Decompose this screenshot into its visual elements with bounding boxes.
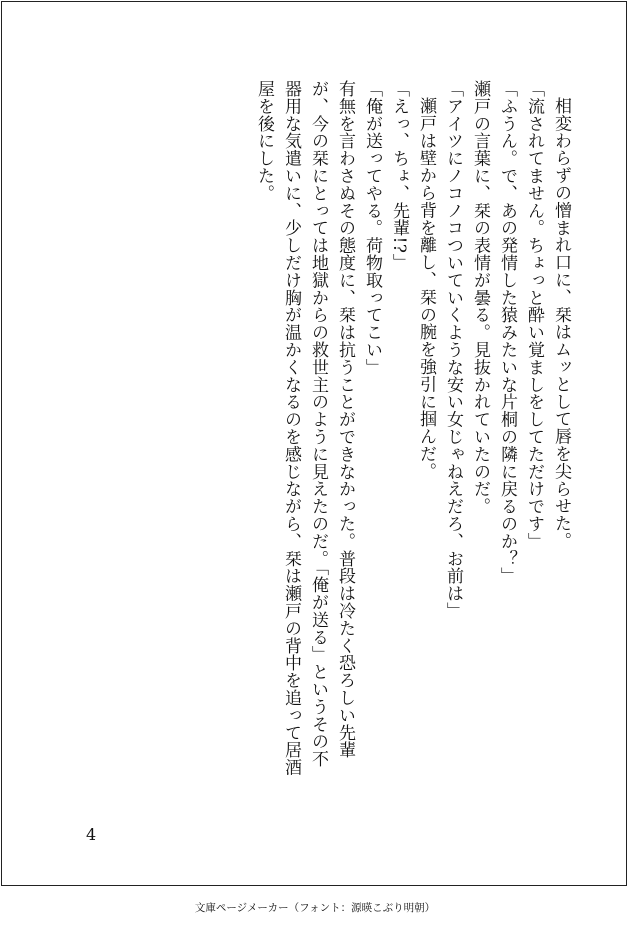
body-text: [154, 80, 574, 780]
footer-credit: 文庫ページメーカー（フォント：源暎こぶり明朝）: [194, 902, 436, 914]
paragraph: 瀬戸は壁から背を離し、栞の腕を強引に掴んだ。: [416, 97, 436, 480]
paragraph: 瀬戸の言葉に、栞の表情が曇る。見抜かれていたのだ。: [470, 80, 490, 515]
page-number: 4: [86, 825, 97, 844]
dialogue-line: 「流されてません。ちょっと酔い覚ましをしてただけです」: [524, 80, 544, 550]
dialogue-line: 「えっ、ちょ、先輩!?」: [389, 80, 409, 271]
dialogue-line: 「ふうん。で、あの発情した猿みたいな片桐の隣に戻るのか？」: [497, 80, 517, 585]
page-frame: [1, 1, 627, 886]
paragraph: 相変わらずの憎まれ口に、栞はムッとして唇を尖らせた。: [551, 97, 571, 550]
dialogue-line: 「俺が送ってやる。荷物取ってこい」: [362, 80, 382, 376]
dialogue-line: 「アイツにノコノコついていくような安い女じゃねえだろ、お前は」: [443, 80, 463, 620]
paragraph: 有無を言わさぬその態度に、栞は抗うことができなかった。普段は冷たく恐ろしい先輩が、今の栞にとっては地獄からの救世主のように見えたのだ。「俺が送る」というその不器用な気遣いに、少しだけ胸が温かくなるのを感じながら、栞は瀬戸の背中を追って居酒屋を後にした。: [254, 80, 355, 776]
